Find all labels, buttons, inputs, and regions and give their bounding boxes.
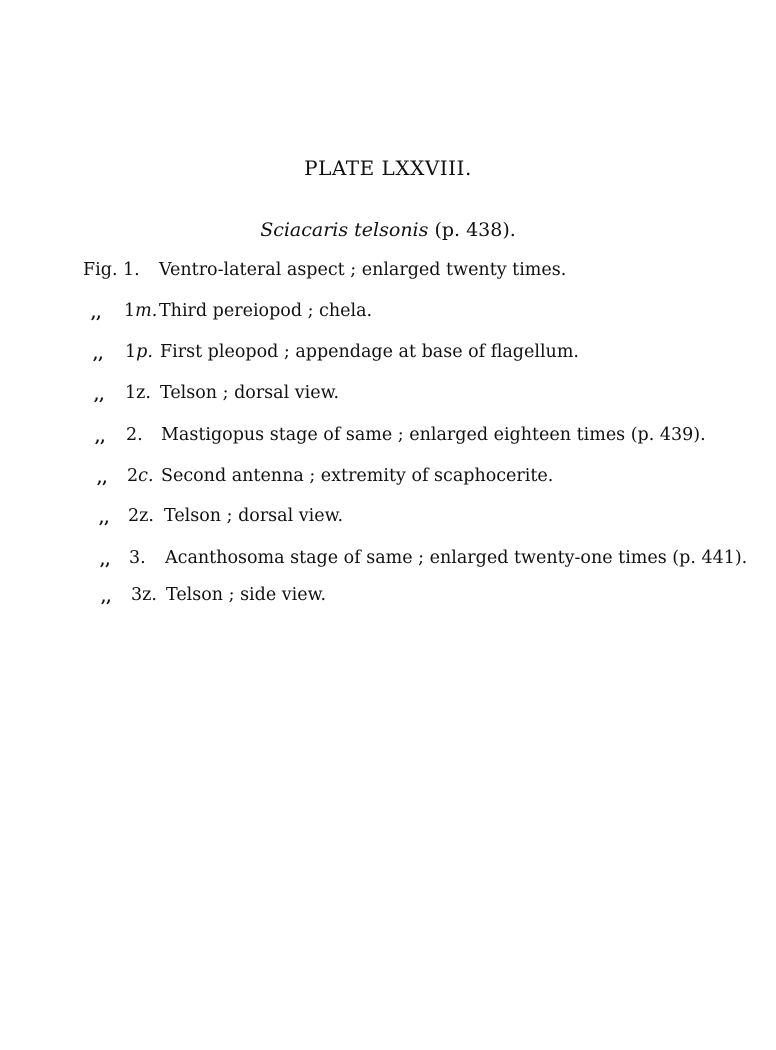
fig-number (126, 425, 143, 445)
fig-description: Ventro-lateral aspect ; enlarged twenty times. (159, 260, 567, 280)
fig-number (128, 506, 154, 526)
fig-description: Telson ; dorsal view. (164, 506, 344, 526)
subtitle-page-ref: (p. 438). (434, 219, 516, 241)
fig-number-main: 2z. (128, 506, 154, 526)
fig-number (129, 548, 146, 568)
fig-description: Second antenna ; extremity of scaphocerite. (161, 466, 554, 486)
fig-number-main: 1. (123, 260, 140, 280)
fig-description: Telson ; side view. (166, 585, 327, 605)
fig-description: Third pereiopod ; chela. (159, 301, 373, 321)
ditto-mark: ,, (99, 509, 110, 527)
ditto-mark: ,, (100, 551, 111, 569)
species-name: Sciacaris telsonis (260, 219, 429, 241)
plate-title: PLATE LXXVIII. (304, 156, 472, 180)
fig-number-main: 3. (129, 548, 146, 568)
fig-prefix: Fig. (83, 260, 118, 280)
plate-subtitle (0, 219, 776, 241)
ditto-mark: ,, (93, 345, 104, 363)
fig-number (123, 260, 140, 280)
ditto-mark: ,, (95, 428, 106, 446)
fig-number (125, 342, 153, 362)
fig-description: Acanthosoma stage of same ; enlarged twenty-one times (p. 441). (165, 548, 748, 568)
fig-number-suffix: p. (136, 342, 153, 362)
fig-number (127, 466, 154, 486)
fig-number-main: 1 (125, 342, 137, 362)
fig-number-main: 1 (124, 301, 136, 321)
ditto-mark: ,, (91, 304, 102, 322)
fig-description: Telson ; dorsal view. (160, 383, 340, 403)
fig-number (125, 383, 151, 403)
fig-number-main: 3z. (131, 585, 157, 605)
fig-description: Mastigopus stage of same ; enlarged eighteen times (p. 439). (161, 425, 706, 445)
ditto-mark: ,, (94, 386, 105, 404)
fig-number-suffix: c. (138, 466, 154, 486)
ditto-mark: ,, (97, 469, 108, 487)
fig-number-main: 1z. (125, 383, 151, 403)
ditto-mark: ,, (101, 588, 112, 606)
fig-number (124, 301, 157, 321)
fig-number (131, 585, 157, 605)
fig-number-suffix: m. (135, 301, 158, 321)
fig-number-main: 2. (126, 425, 143, 445)
fig-description: First pleopod ; appendage at base of flagellum. (160, 342, 579, 362)
fig-number-main: 2 (127, 466, 139, 486)
